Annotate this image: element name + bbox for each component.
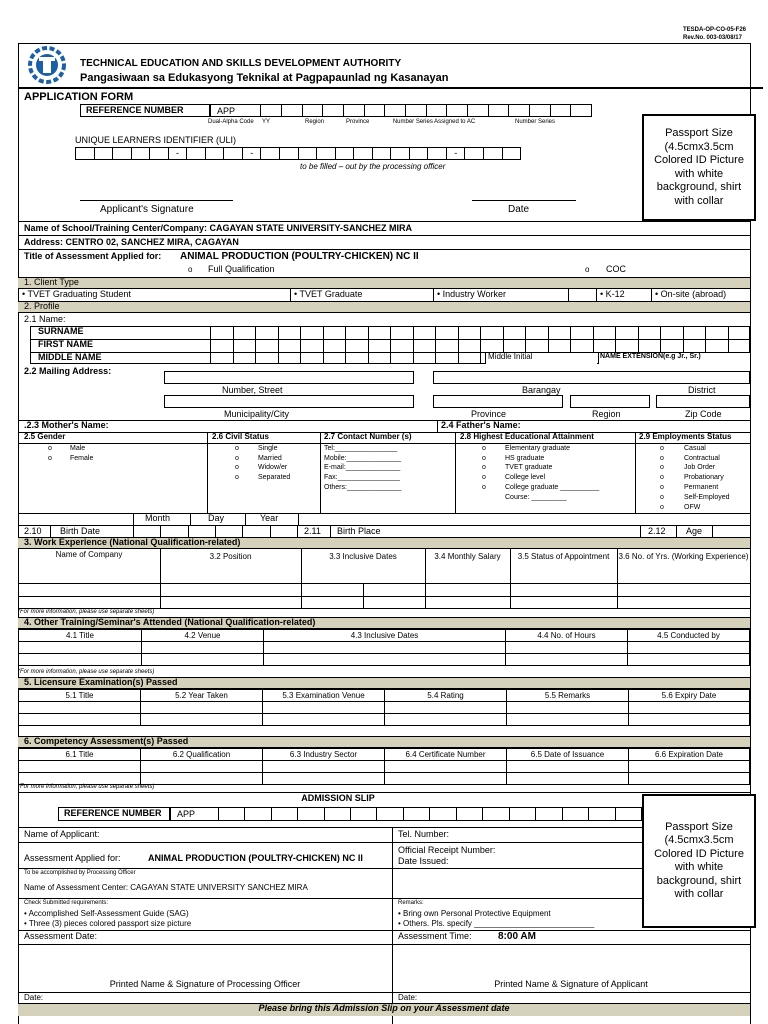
section-work-experience: 3. Work Experience (National Qualification-related): [24, 537, 241, 547]
addr-barangay: Barangay: [522, 385, 561, 395]
slip-date-applicant: Date:: [398, 993, 418, 1002]
addr-municipality: Municipality/City: [224, 409, 290, 419]
assessment-title-label: Title of Assessment Applied for:: [24, 251, 162, 261]
father-name-label: 2.4 Father's Name:: [441, 420, 521, 430]
birth-no: 2.10: [24, 526, 42, 536]
comp-col-qualification: 6.2 Qualification: [141, 749, 263, 761]
month-label: Month: [145, 513, 171, 523]
middle-name-label: MIDDLE NAME: [38, 352, 102, 362]
addr-zip: Zip Code: [685, 409, 722, 419]
civil-single: Single: [258, 445, 278, 452]
addr-region: Region: [592, 409, 621, 419]
slip-req-pictures[interactable]: • Three (3) pieces colored passport size picture: [24, 919, 192, 928]
edu-elem: Elementary graduate: [505, 445, 570, 452]
slip-reference-label: REFERENCE NUMBER: [64, 808, 162, 818]
slip-tel-label: Tel. Number:: [398, 829, 450, 839]
emp-casual: Casual: [684, 445, 706, 452]
section-client-type: 1. Client Type: [24, 277, 79, 287]
slip-remarks: Remarks:: [398, 900, 424, 906]
edu-college-level: College level: [505, 474, 546, 481]
emp-joborder: Job Order: [684, 464, 716, 471]
lic-col-rating: 5.4 Rating: [385, 690, 507, 702]
more-info-note-1: (For more information, please use separate sheets): [18, 609, 155, 615]
slip-or-label: Official Receipt Number:: [398, 845, 496, 855]
applicant-signature-label: Applicant's Signature: [100, 204, 194, 215]
emp-contractual: Contractual: [684, 455, 720, 462]
street-input[interactable]: [164, 371, 414, 384]
work-col-company: Name of Company: [55, 550, 123, 559]
name-extension-label: NAME EXTENSION(e.g Jr., Sr.): [600, 353, 701, 360]
slip-app-prefix: APP: [171, 808, 219, 820]
ref-sub-code: Dual-Alpha Code: [208, 119, 254, 125]
uli-label: UNIQUE LEARNERS IDENTIFIER (ULI): [75, 135, 237, 145]
section-profile: 2. Profile: [24, 301, 60, 311]
edu-elem-radio[interactable]: o: [482, 445, 486, 452]
more-info-note-3: (For more information, please use separate sheets): [18, 784, 155, 790]
org-name-fil: Pangasiwaan sa Edukasyong Teknikal at Pagpapaunlad ng Kasanayan: [80, 72, 449, 84]
tesda-logo-icon: [26, 46, 68, 84]
emp-selfemployed-radio[interactable]: o: [660, 494, 664, 501]
train-col-hours: 4.4 No. of Hours: [506, 630, 628, 642]
addr-province: Province: [471, 409, 507, 419]
slip-req-sag[interactable]: • Accomplished Self-Assessment Guide (SAG): [24, 909, 189, 918]
client-graduating[interactable]: • TVET Graduating Student: [22, 289, 131, 299]
birth-place-no: 2.11: [304, 526, 321, 536]
civil-widow-radio[interactable]: o: [235, 464, 239, 471]
edu-course[interactable]: Course: _________: [505, 494, 567, 501]
emp-casual-radio[interactable]: o: [660, 445, 664, 452]
form-title: APPLICATION FORM: [24, 91, 134, 103]
surname-label: SURNAME: [38, 326, 84, 336]
slip-assessment-value: ANIMAL PRODUCTION (POULTRY-CHICKEN) NC II: [148, 853, 363, 863]
form-code: TESDA-OP-CO-05-F26: [683, 27, 747, 33]
age-no: 2.12: [648, 526, 666, 536]
work-col-salary: 3.4 Monthly Salary: [434, 552, 501, 561]
edu-tvet: TVET graduate: [505, 464, 553, 471]
ref-sub-series-ac: Number Series Assigned to AC: [392, 119, 476, 125]
slip-assessment-time: Assessment Time:: [398, 931, 472, 941]
slip-date-officer: Date:: [24, 993, 44, 1002]
municipality-input[interactable]: [164, 395, 414, 408]
lic-col-title: 5.1 Title: [19, 690, 141, 702]
addr-district: District: [688, 385, 716, 395]
app-prefix: APP: [211, 105, 261, 116]
comp-col-certificate: 6.4 Certificate Number: [385, 749, 507, 761]
province-input[interactable]: [433, 395, 563, 408]
slip-officer-signature: Printed Name & Signature of Processing Officer: [109, 979, 301, 989]
zip-input[interactable]: [656, 395, 750, 408]
slip-check-req: Check Submitted requirements:: [24, 900, 109, 906]
first-name-label: FIRST NAME: [38, 339, 93, 349]
employment-header: 2.9 Employments Status: [639, 432, 732, 441]
comp-col-sector: 6.3 Industry Sector: [263, 749, 385, 761]
train-col-dates: 4.3 Inclusive Dates: [264, 630, 506, 642]
slip-assessment-date: Assessment Date:: [24, 931, 98, 941]
work-col-dates: 3.3 Inclusive Dates: [329, 552, 397, 561]
client-industry-worker[interactable]: • Industry Worker: [437, 289, 507, 299]
edu-hs: HS graduate: [505, 455, 545, 462]
lic-col-expiry: 5.6 Expiry Date: [629, 690, 750, 702]
section-licensure: 5. Licensure Examination(s) Passed: [24, 677, 178, 687]
contact-fax[interactable]: Fax:________________: [324, 474, 400, 481]
more-info-note-2: (For more information, please use separate sheets): [18, 669, 155, 675]
fill-note: to be filled – out by the processing officer: [300, 162, 446, 171]
lic-col-remarks: 5.5 Remarks: [507, 690, 629, 702]
footer-note: Please bring this Admission Slip on your Assessment date: [258, 1003, 510, 1013]
client-onsite[interactable]: • On-site (abroad): [655, 289, 727, 299]
slip-passport-photo-box: Passport Size (4.5cmx3.5cm Colored ID Picture with white background, shirt with collar: [642, 794, 756, 928]
emp-probationary-radio[interactable]: o: [660, 474, 664, 481]
civil-married: Married: [258, 455, 282, 462]
reference-number-label: REFERENCE NUMBER: [86, 105, 184, 115]
lic-col-venue: 5.3 Examination Venue: [263, 690, 385, 702]
edu-college-grad-radio[interactable]: o: [482, 484, 486, 491]
addr-street: Number, Street: [222, 385, 283, 395]
education-header: 2.8 Highest Educational Attainment: [460, 432, 594, 441]
slip-center: Name of Assessment Center: CAGAYAN STATE UNIVERSITY SANCHEZ MIRA: [24, 883, 308, 892]
train-col-title: 4.1 Title: [19, 630, 142, 642]
edu-college-grad: College graduate __________: [505, 484, 600, 491]
coc-label: COC: [606, 264, 626, 274]
emp-probationary: Probationary: [684, 474, 724, 481]
slip-name-label: Name of Applicant:: [24, 829, 100, 839]
year-label: Year: [260, 513, 279, 523]
civil-separated: Separated: [258, 474, 291, 481]
name-label: 2.1 Name:: [24, 314, 66, 324]
edu-college-level-radio[interactable]: o: [482, 474, 486, 481]
ref-sub-region: Region: [305, 119, 325, 125]
emp-permanent-radio[interactable]: o: [660, 484, 664, 491]
gender-header: 2.5 Gender: [24, 432, 66, 441]
training-table[interactable]: [18, 629, 750, 666]
slip-date-issued-label: Date Issued:: [398, 856, 449, 866]
school-line: Name of School/Training Center/Company: CAGAYAN STATE UNIVERSITY-SANCHEZ MIRA: [24, 223, 413, 233]
competency-table[interactable]: [18, 748, 750, 785]
civil-widow: Widow/er: [258, 464, 288, 471]
gender-female-radio[interactable]: o: [48, 455, 52, 462]
civil-married-radio[interactable]: o: [235, 455, 239, 462]
ref-sub-yy: YY: [262, 119, 271, 125]
assessment-title-value: ANIMAL PRODUCTION (POULTRY-CHICKEN) NC II: [180, 251, 419, 262]
mailing-address-label: 2.2 Mailing Address:: [24, 366, 112, 376]
ref-sub-province: Province: [346, 119, 370, 125]
slip-assessment-label: Assessment Applied for:: [24, 853, 121, 863]
contact-others[interactable]: Others:______________: [324, 484, 402, 491]
mother-name-label: .2.3 Mother's Name:: [24, 420, 109, 430]
emp-selfemployed: Self-Employed: [684, 494, 730, 501]
gender-male-radio[interactable]: o: [48, 445, 52, 452]
client-k12[interactable]: • K-12: [600, 289, 625, 299]
rev-no: Rev.No. 003-03/08/17: [683, 35, 742, 41]
edu-tvet-radio[interactable]: o: [482, 464, 486, 471]
train-col-venue: 4.2 Venue: [142, 630, 264, 642]
uli-field[interactable]: - - -: [75, 147, 521, 160]
contact-mobile[interactable]: Mobile:______________: [324, 455, 402, 462]
work-col-position: 3.2 Position: [209, 552, 252, 561]
contact-tel[interactable]: Tel:________________: [324, 445, 398, 452]
admission-slip-title: ADMISSION SLIP: [301, 793, 375, 803]
contact-email[interactable]: E-mail:______________: [324, 464, 401, 471]
comp-col-issuance: 6.5 Date of Issuance: [507, 749, 629, 761]
day-label: Day: [208, 513, 225, 523]
reference-number-field[interactable]: [210, 104, 592, 117]
middle-initial-label: Middle Initial: [488, 352, 533, 361]
slip-reference-field[interactable]: [170, 807, 642, 821]
contact-header: 2.7 Contact Number (s): [324, 432, 412, 441]
licensure-table[interactable]: [18, 689, 750, 726]
full-qual-label: Full Qualification: [208, 264, 275, 274]
gender-female: Female: [70, 455, 94, 462]
section-competency: 6. Competency Assessment(s) Passed: [24, 736, 189, 746]
slip-applicant-signature: Printed Name & Signature of Applicant: [494, 979, 648, 989]
work-col-years: 3.6 No. of Yrs. (Working Experience): [618, 552, 749, 561]
work-col-status: 3.5 Status of Appointment: [517, 552, 610, 561]
train-col-conducted: 4.5 Conducted by: [628, 630, 750, 642]
civil-separated-radio[interactable]: o: [235, 474, 239, 481]
full-qual-radio[interactable]: o: [188, 265, 193, 274]
slip-rem-others[interactable]: • Others. Pls. specify ___________________________: [398, 919, 595, 928]
civil-header: 2.6 Civil Status: [212, 432, 269, 441]
comp-col-expiration: 6.6 Expiration Date: [629, 749, 750, 761]
emp-ofw-radio[interactable]: o: [660, 504, 664, 511]
emp-contractual-radio[interactable]: o: [660, 455, 664, 462]
age-label: Age: [686, 526, 703, 536]
birth-date-label: Birth Date: [60, 526, 101, 536]
org-name: TECHNICAL EDUCATION AND SKILLS DEVELOPMENT AUTHORITY: [80, 58, 402, 69]
passport-photo-box: Passport Size (4.5cmx3.5cm Colored ID Picture with white background, shirt with collar: [642, 114, 756, 221]
slip-processing-note: To be accomplished by Processing Officer: [24, 870, 136, 876]
civil-single-radio[interactable]: o: [235, 445, 239, 452]
coc-radio[interactable]: o: [585, 265, 590, 274]
date-label: Date: [508, 204, 530, 215]
ref-sub-series: Number Series: [515, 119, 556, 125]
edu-hs-radio[interactable]: o: [482, 455, 486, 462]
gender-male: Male: [70, 445, 86, 452]
birth-date-cells[interactable]: [133, 525, 298, 537]
address-line: Address: CENTRO 02, SANCHEZ MIRA, CAGAYAN: [24, 237, 239, 247]
emp-ofw: OFW: [684, 504, 701, 511]
slip-time-value: 8:00 AM: [498, 931, 536, 942]
comp-col-title: 6.1 Title: [19, 749, 141, 761]
section-training: 4. Other Training/Seminar's Attended (National Qualification-related): [24, 617, 316, 627]
lic-col-year: 5.2 Year Taken: [141, 690, 263, 702]
emp-permanent: Permanent: [684, 484, 719, 491]
region-input[interactable]: [570, 395, 650, 408]
emp-joborder-radio[interactable]: o: [660, 464, 664, 471]
slip-rem-ppe: • Bring own Personal Protective Equipment: [398, 909, 551, 918]
barangay-input[interactable]: [433, 371, 750, 384]
birth-place-label: Birth Place: [337, 526, 381, 536]
client-graduate[interactable]: • TVET Graduate: [294, 289, 363, 299]
